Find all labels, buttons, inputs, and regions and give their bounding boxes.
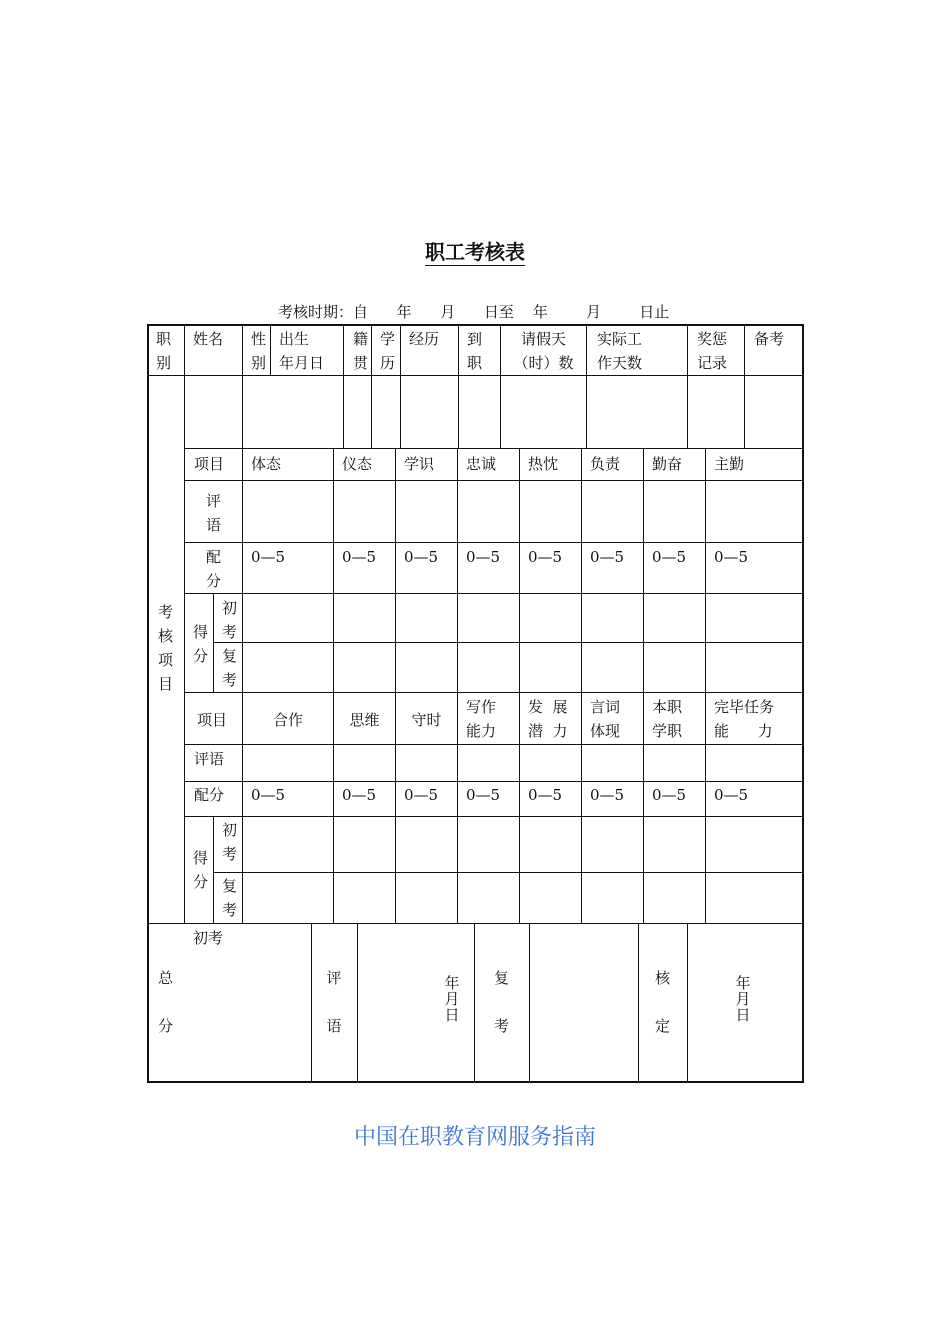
- footer-service-guide: 中国在职教育网服务指南: [353, 1125, 596, 1150]
- side-label-assessment-items: 考 核 项 目: [157, 603, 173, 693]
- block2-item: 言词 体现: [590, 698, 621, 740]
- block2-item: 完毕任务 能 力: [714, 698, 775, 740]
- block1-score-label: 配 分: [206, 548, 222, 590]
- block1-item: 勤奋: [652, 455, 683, 473]
- block1-comment-label: 评 语: [206, 492, 222, 534]
- block2-score-label: 配分: [194, 786, 225, 804]
- block2-score: 0—5: [652, 786, 687, 804]
- block1-item: 热忱: [528, 455, 559, 473]
- block1-item: 体态: [251, 455, 282, 473]
- block1-score: 0—5: [466, 548, 501, 566]
- block2-score: 0—5: [714, 786, 749, 804]
- block2-second-label: 复 考: [222, 877, 238, 919]
- block2-score: 0—5: [404, 786, 439, 804]
- header-remark: 备考: [754, 330, 785, 348]
- block1-score: 0—5: [652, 548, 687, 566]
- block1-score: 0—5: [714, 548, 749, 566]
- block2-item-label: 项目: [197, 711, 228, 729]
- block1-item-label: 项目: [194, 455, 225, 473]
- assessment-table: [147, 324, 804, 1083]
- block1-score: 0—5: [590, 548, 625, 566]
- header-reward: 奖惩 记录: [697, 330, 728, 372]
- block2-score: 0—5: [466, 786, 501, 804]
- block2-item: 本职 学职: [652, 698, 683, 740]
- block1-score: 0—5: [251, 548, 286, 566]
- header-experience: 经历: [409, 330, 440, 348]
- header-education: 学 历: [380, 330, 396, 372]
- block1-first-label: 初 考: [222, 599, 238, 641]
- header-arrival: 到 职: [467, 330, 483, 372]
- block2-item: 合作: [272, 711, 303, 729]
- block2-score: 0—5: [342, 786, 377, 804]
- header-name: 姓名: [193, 330, 224, 348]
- block2-item: 发 展 潜 力: [528, 698, 568, 740]
- block1-got-label: 得 分: [193, 623, 209, 665]
- total-approve-label: 核 定: [654, 969, 670, 1035]
- block2-item: 思维: [349, 711, 380, 729]
- header-native: 籍 贯: [353, 330, 369, 372]
- header-zhi-bie: 职 别: [156, 330, 172, 372]
- total-date-2: 年 月 日: [735, 974, 751, 1024]
- block2-score: 0—5: [528, 786, 563, 804]
- header-workdays: 实际工 作天数: [597, 330, 643, 372]
- form-title: 职工考核表: [425, 240, 525, 264]
- block1-item: 负责: [590, 455, 621, 473]
- block1-score: 0—5: [528, 548, 563, 566]
- block1-score: 0—5: [404, 548, 439, 566]
- total-comment-label: 评 语: [326, 969, 342, 1035]
- block1-score: 0—5: [342, 548, 377, 566]
- block2-item: 写作 能力: [466, 698, 497, 740]
- block2-got-label: 得 分: [193, 849, 209, 891]
- total-review-label: 复 考: [493, 969, 509, 1035]
- total-date-1: 年 月 日: [444, 974, 460, 1024]
- block2-first-label: 初 考: [222, 821, 238, 863]
- block1-item: 仪态: [342, 455, 373, 473]
- block2-comment-label: 评语: [194, 750, 225, 768]
- total-label: 总 分: [157, 969, 173, 1035]
- block1-item: 主勤: [714, 455, 745, 473]
- block2-score: 0—5: [251, 786, 286, 804]
- block1-item: 忠诚: [466, 455, 497, 473]
- header-gender: 性 别: [251, 330, 267, 372]
- block1-second-label: 复 考: [222, 647, 238, 689]
- block2-item: 守时: [411, 711, 442, 729]
- total-first-review: 初考: [193, 929, 224, 947]
- block1-item: 学识: [404, 455, 435, 473]
- assessment-period: 考核时期：自 年 月 日至 年 月 日止: [278, 303, 670, 321]
- block2-score: 0—5: [590, 786, 625, 804]
- header-birth: 出生 年月日: [279, 330, 325, 372]
- header-leave: 请假天 （时）数: [513, 330, 574, 372]
